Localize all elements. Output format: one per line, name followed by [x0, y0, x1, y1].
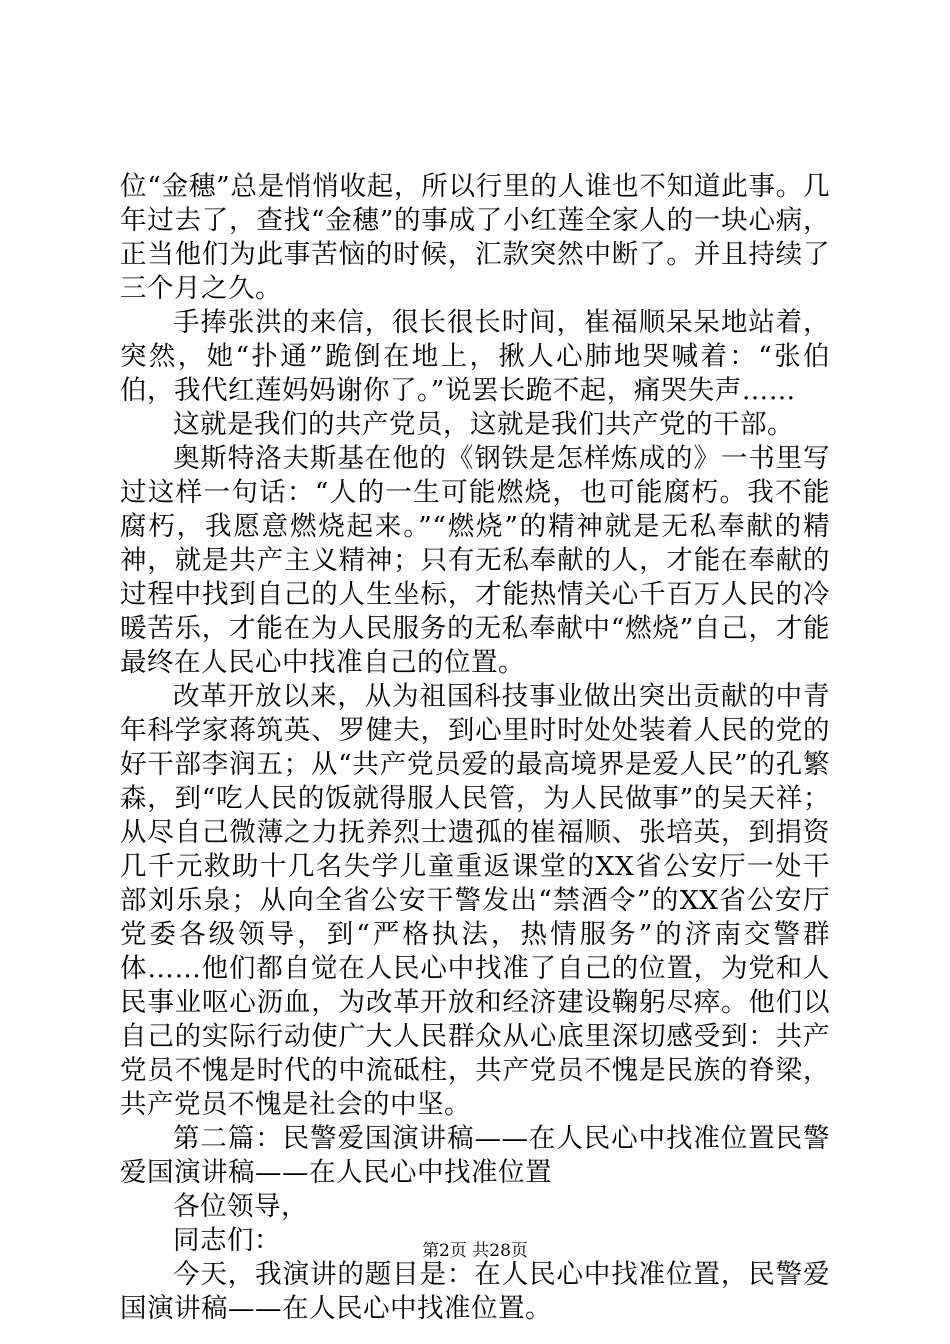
paragraph-examples: 改革开放以来，从为祖国科技事业做出突出贡献的中青年科学家蒋筑英、罗健夫，到心里时时处处装着人民的党的好干部李润五；从“共产党员爱的最高境界是爱人民”的孔繁森，到“吃人民的饭就得服人民管，为人民做事”的吴天祥；从尽自己微薄之力抚养烈士遗孤的崔福顺、张培英，到捐资几千元救助十几名失学儿童重返课堂的XX省公安厅一处干部刘乐泉；从向全省公安干警发出“禁酒令”的XX省公安厅党委各级领导，到“严格执法，热情服务”的济南交警群体……他们都自觉在人民心中找准了自己的位置，为党和人民事业呕心沥血，为改革开放和经济建设鞠躬尽瘁。他们以自己的实际行动使广大人民群众从心底里深切感受到：共产党员不愧是时代的中流砥柱，共产党员不愧是民族的脊梁，共产党员不愧是社会的中坚。 — [120, 681, 830, 1120]
paragraph-summary: 这就是我们的共产党员，这就是我们共产党的干部。 — [173, 409, 794, 440]
document-body — [120, 170, 830, 1326]
salutation-comrades: 同志们： — [173, 1225, 281, 1256]
salutation-leaders: 各位领导， — [173, 1191, 308, 1222]
paragraph-continuation: 位“金穗”总是悄悄收起，所以行里的人谁也不知道此事。几年过去了，查找“金穗”的事成了小红莲全家人的一块心病，正当他们为此事苦恼的时候，汇款突然中断了。并且持续了三个月之久。 — [120, 171, 830, 304]
paragraph-topic: 今天，我演讲的题目是：在人民心中找准位置，民警爱国演讲稿——在人民心中找准位置。 — [120, 1259, 830, 1324]
section-heading: 第二篇：民警爱国演讲稿——在人民心中找准位置民警爱国演讲稿——在人民心中找准位置 — [120, 1123, 830, 1188]
paragraph-quote: 奥斯特洛夫斯基在他的《钢铁是怎样炼成的》一书里写过这样一句话：“人的一生可能燃烧，也可能腐朽。我不能腐朽，我愿意燃烧起来。”“燃烧”的精神就是无私奉献的精神，就是共产主义精神；只有无私奉献的人，才能在奉献的过程中找到自己的人生坐标，才能热情关心千百万人民的冷暖苦乐，才能在为人民服务的无私奉献中“燃烧”自己，才能最终在人民心中找准自己的位置。 — [120, 443, 830, 678]
paragraph-letter: 手捧张洪的来信，很长很长时间，崔福顺呆呆地站着，突然，她“扑通”跪倒在地上，揪人心肺地哭喊着：“张伯伯，我代红莲妈妈谢你了。”说罢长跪不起，痛哭失声…… — [120, 307, 830, 406]
page-number: 第2页 共28页 — [422, 1241, 528, 1261]
